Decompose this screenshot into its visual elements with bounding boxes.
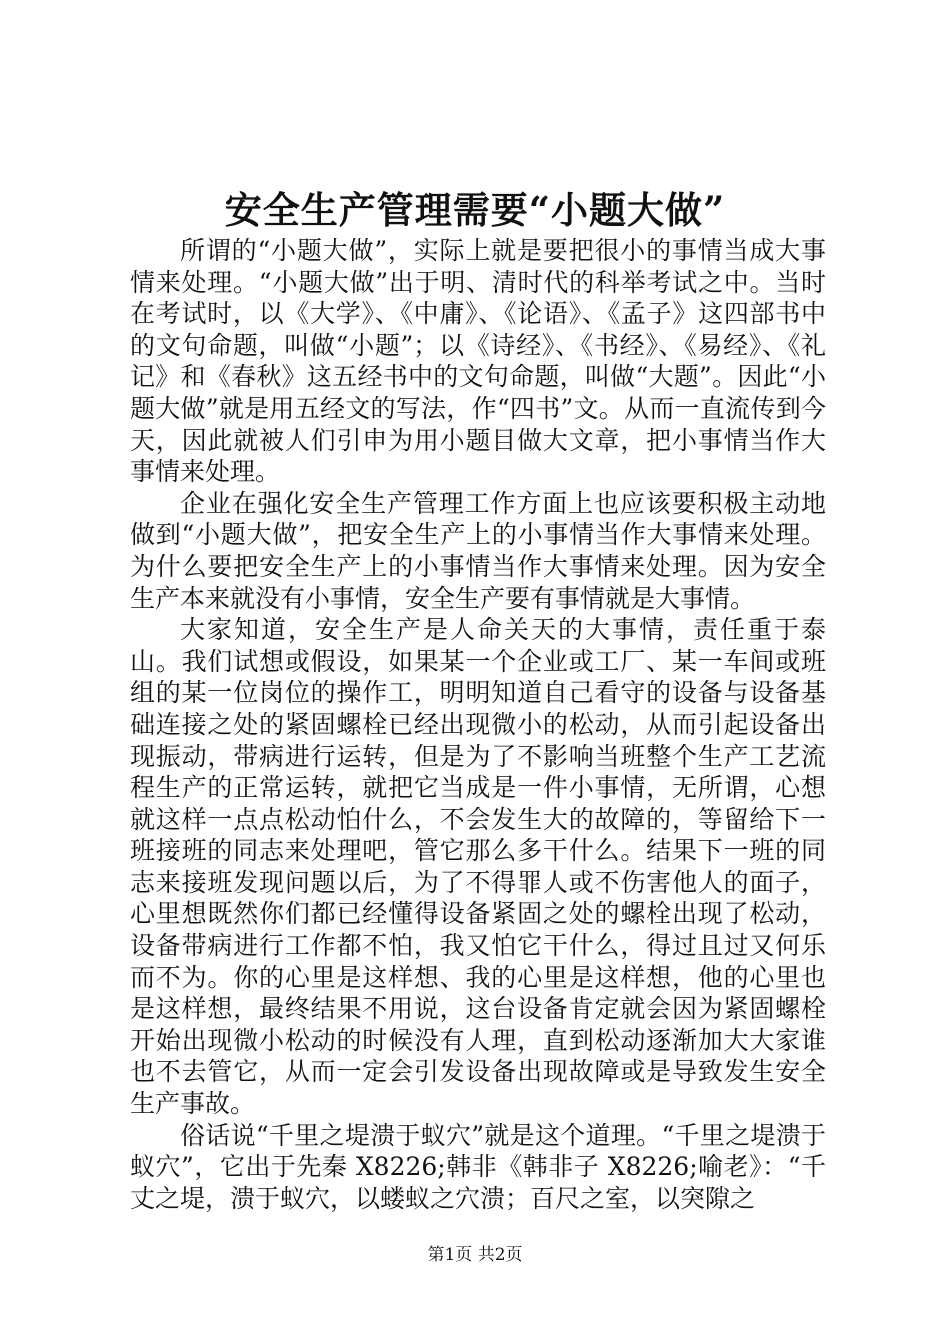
page-number-footer: 第1页 共2页 (427, 1245, 523, 1265)
document-body (130, 235, 826, 1214)
paragraph-4: 俗话说“千里之堤溃于蚁穴”就是这个道理。“千里之堤溃于蚁穴”，它出于先秦 X8226;韩非《韩非子 X8226;喻老》：“千丈之堤，溃于蚁穴，以蝼蚁之穴溃；百尺之室，以突隙之 (130, 1120, 826, 1213)
paragraph-1: 所谓的“小题大做”，实际上就是要把很小的事情当成大事情来处理。“小题大做”出于明、清时代的科举考试之中。当时在考试时，以《大学》、《中庸》、《论语》、《孟子》这四部书中的文句命题，叫做“小题”；以《诗经》、《书经》、《易经》、《礼记》和《春秋》这五经书中的文句命题，叫做“大题”。因此“小题大做”就是用五经文的写法，作“四书”文。从而一直流传到今天，因此就被人们引申为用小题目做大文章，把小事情当作大事情来处理。 (130, 236, 826, 487)
paragraph-3: 大家知道，安全生产是人命关天的大事情，责任重于泰山。我们试想或假设，如果某一个企业或工厂、某一车间或班组的某一位岗位的操作工，明明知道自己看守的设备与设备基础连接之处的紧固螺栓已经出现微小的松动，从而引起设备出现振动，带病进行运转，但是为了不影响当班整个生产工艺流程生产的正常运转，就把它当成是一件小事情，无所谓，心想就这样一点点松动怕什么，不会发生大的故障的，等留给下一班接班的同志来处理吧，管它那么多干什么。结果下一班的同志来接班发现问题以后，为了不得罪人或不伤害他人的面子，心里想既然你们都已经懂得设备紧固之处的螺栓出现了松动，设备带病进行工作都不怕，我又怕它干什么，得过且过又何乐而不为。你的心里是这样想、我的心里是这样想，他的心里也是这样想，最终结果不用说，这台设备肯定就会因为紧固螺栓开始出现微小松动的时候没有人理，直到松动逐渐加大大家谁也不去管它，从而一定会引发设备出现故障或是导致发生安全生产事故。 (130, 615, 826, 1119)
document-title: 安全生产管理需要“小题大做” (224, 188, 726, 232)
paragraph-2: 企业在强化安全生产管理工作方面上也应该要积极主动地做到“小题大做”，把安全生产上的小事情当作大事情来处理。为什么要把安全生产上的小事情当作大事情来处理。因为安全生产本来就没有小事情，安全生产要有事情就是大事情。 (130, 488, 826, 613)
